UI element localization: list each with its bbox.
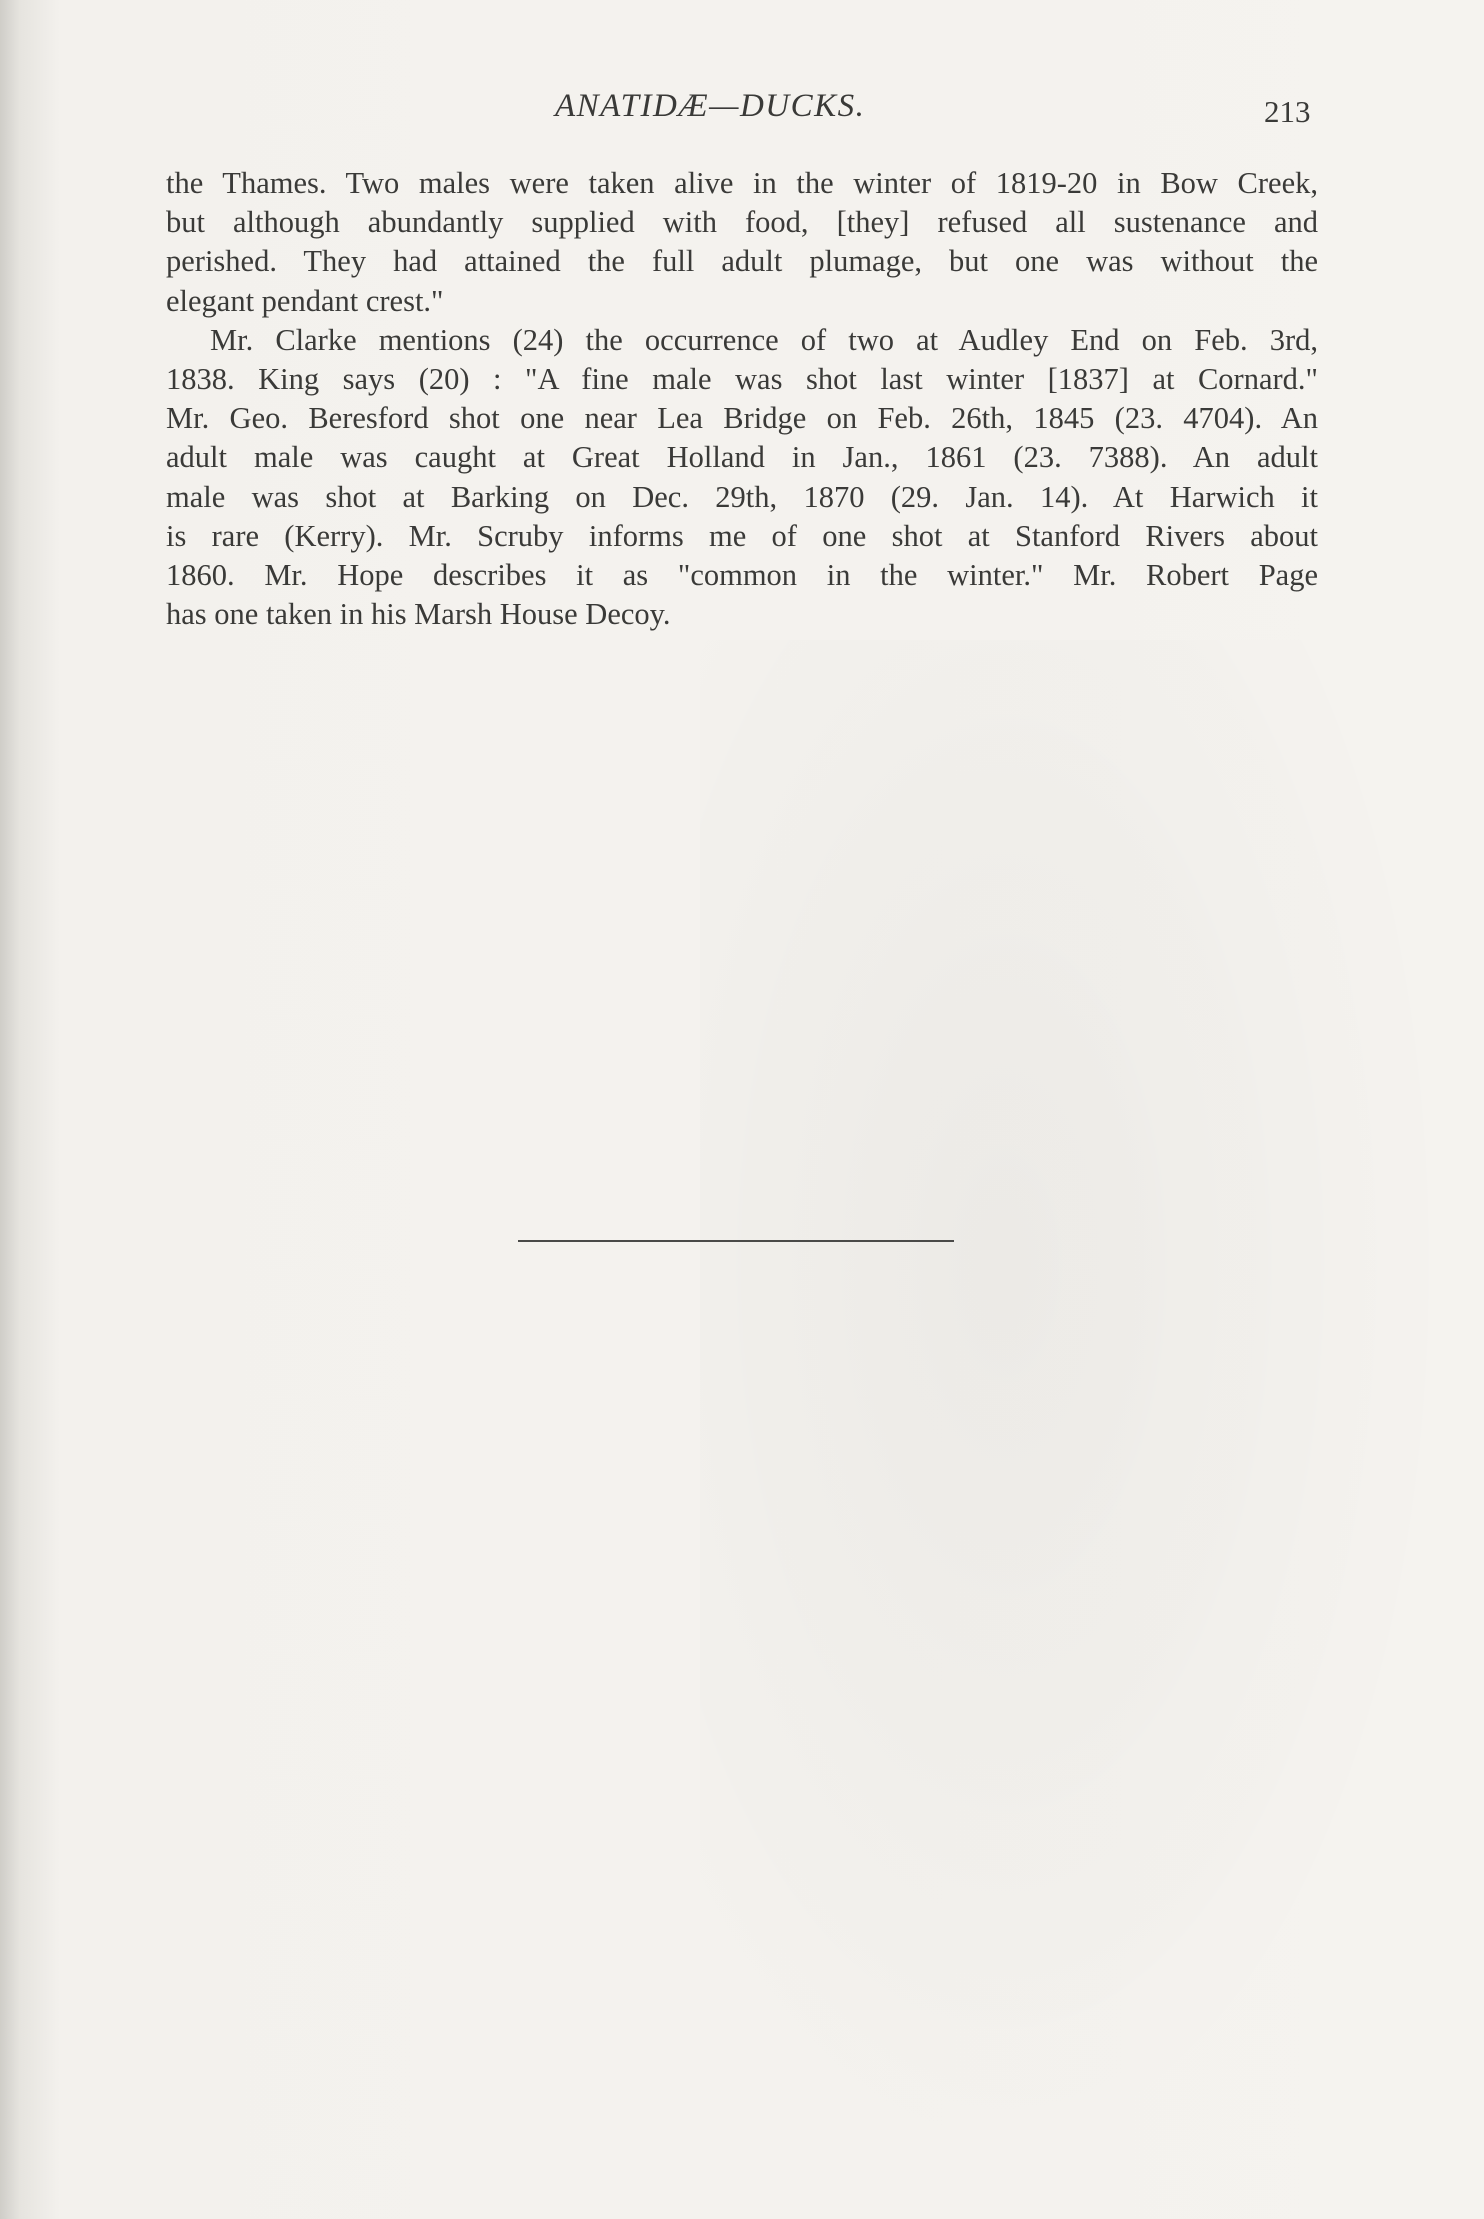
- body-text: [166, 164, 1318, 634]
- page-number: 213: [1264, 94, 1311, 129]
- text-line: 1838. King says (20) : "A fine male was shot last winter [1837] at Cornard.": [166, 361, 1318, 396]
- text-line: male was shot at Barking on Dec. 29th, 1870 (29. Jan. 14). At Harwich it: [166, 479, 1318, 514]
- text-line: adult male was caught at Great Holland in Jan., 1861 (23. 7388). An adult: [166, 440, 1318, 475]
- text-line: the Thames. Two males were taken alive in the winter of 1819-20 in Bow Creek,: [166, 166, 1318, 200]
- running-head: [0, 88, 1484, 138]
- text-line: elegant pendant crest.": [166, 283, 444, 318]
- text-line: Mr. Clarke mentions (24) the occurrence of two at Audley End on Feb. 3rd,: [210, 322, 1318, 357]
- paragraph-records: [166, 321, 1318, 635]
- section-end-rule: [518, 1240, 954, 1242]
- text-line: 1860. Mr. Hope describes it as "common in the winter." Mr. Robert Page: [166, 557, 1318, 592]
- text-line: Mr. Geo. Beresford shot one near Lea Bridge on Feb. 26th, 1845 (23. 4704). An: [166, 401, 1318, 436]
- text-line: but although abundantly supplied with food, [they] refused all sustenance and: [166, 205, 1318, 240]
- text-line: is rare (Kerry). Mr. Scruby informs me of one shot at Stanford Rivers about: [166, 518, 1318, 553]
- text-line: perished. They had attained the full adult plumage, but one was without the: [166, 244, 1318, 279]
- text-line: has one taken in his Marsh House Decoy.: [166, 597, 671, 632]
- show-through-shadow: [700, 640, 1460, 2200]
- running-title: ANATIDÆ—DUCKS.: [555, 88, 866, 124]
- paragraph-continued: [166, 164, 1318, 321]
